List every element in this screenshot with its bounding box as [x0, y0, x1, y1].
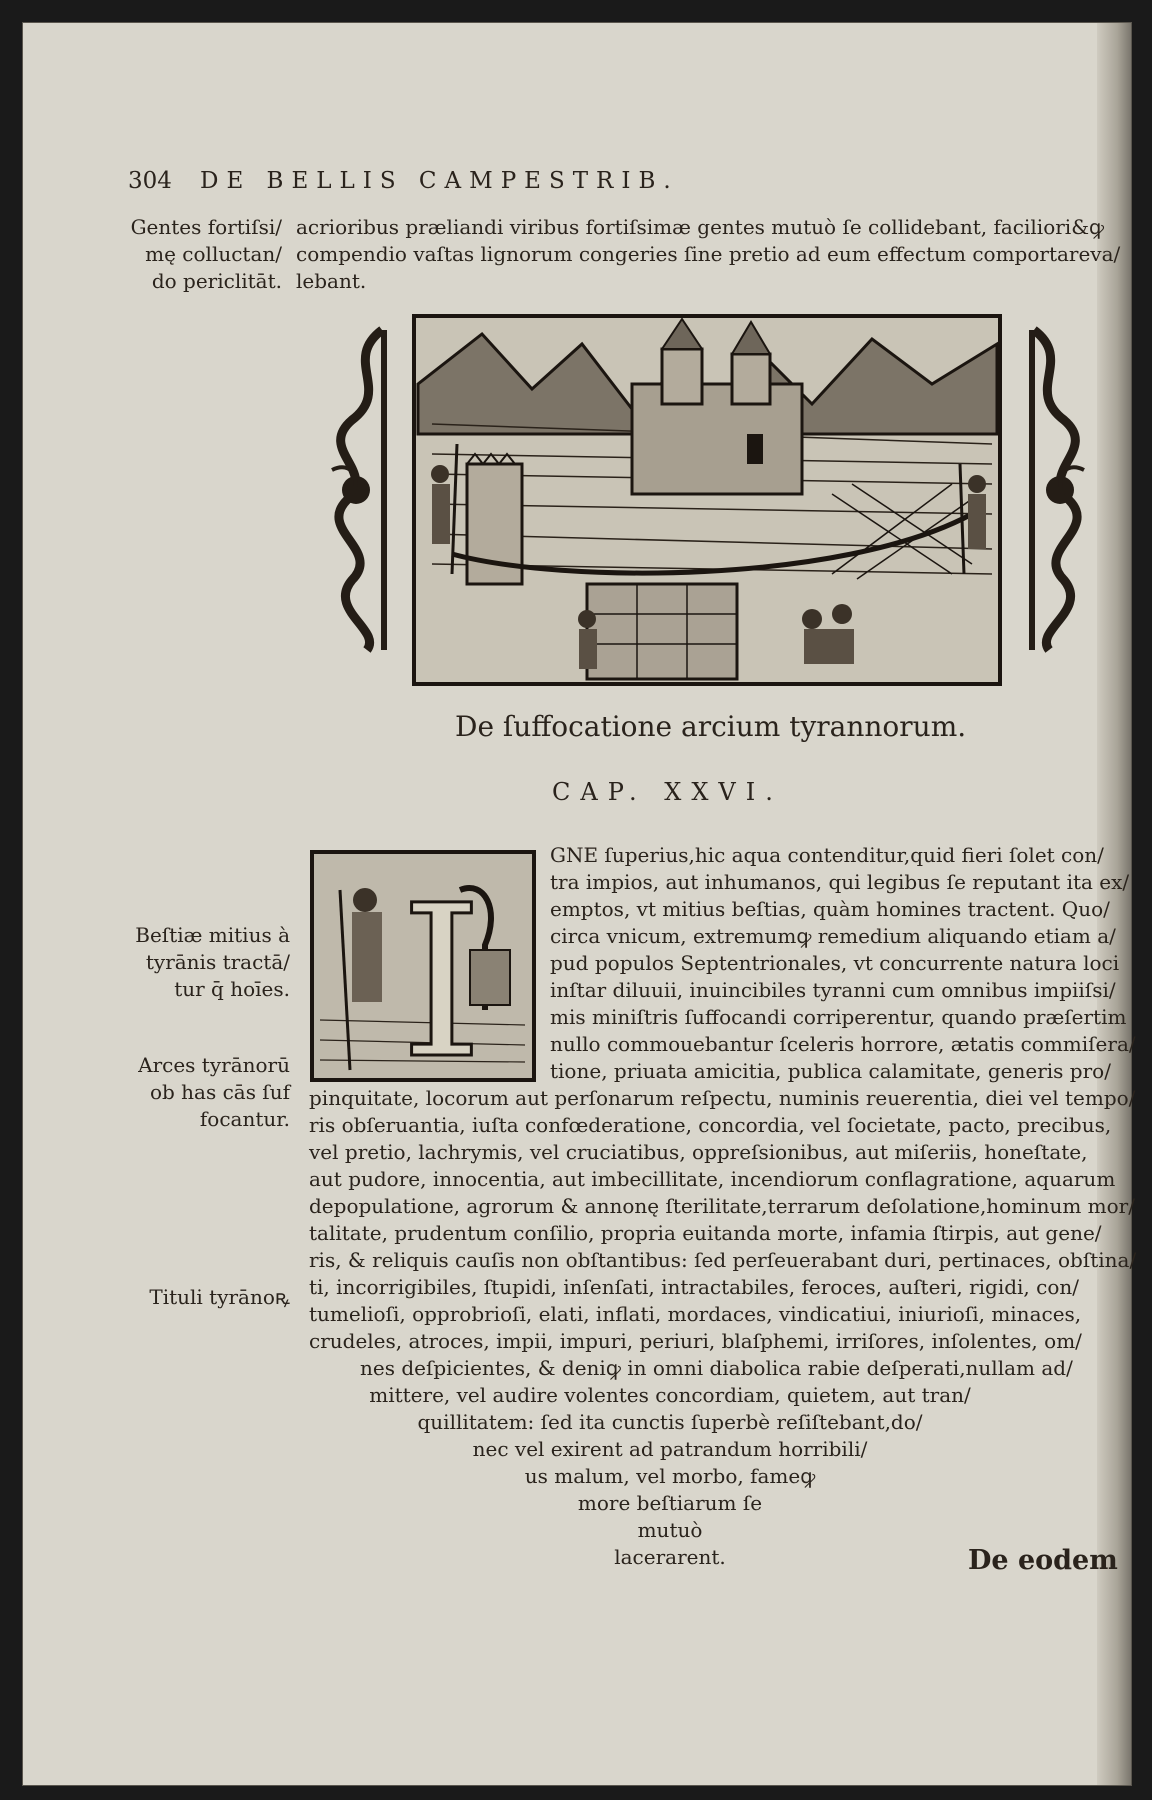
running-title: DE BELLIS CAMPESTRIB.	[200, 168, 679, 194]
body-line: tumelioſi, opprobrioſi, elati, inflati, mordaces, vindicatiui, iniurioſi, minaces,	[309, 1302, 1082, 1326]
caption: De ſuffocatione arcium tyrannorum.	[455, 710, 967, 743]
body-line: tione, priuata amicitia, publica calamitate, generis pro/	[550, 1059, 1111, 1083]
body-line: crudeles, atroces, impii, impuri, periuri, blaſphemi, irriſores, inſolentes, om/	[309, 1329, 1082, 1353]
body-line: lacerarent.	[614, 1545, 726, 1569]
body-line: ris, & reliquis cauſis non obſtantibus: ſed perſeuerabant duri, pertinaces, obſtina/	[309, 1248, 1137, 1272]
body-line: nec vel exirent ad patrandum horribili/	[472, 1437, 868, 1461]
page-number: 304	[128, 168, 172, 194]
castle-siege-woodcut	[412, 314, 1002, 686]
body-line: quillitatem: ſed ita cunctis ſuperbè reſiſtebant,do/	[417, 1410, 923, 1434]
catchword: De eodem	[968, 1545, 1118, 1576]
chapter-heading: CAP. XXVI.	[552, 778, 783, 806]
left-ornament	[322, 320, 404, 660]
body-line: circa vnicum, extremumꝙ remedium aliquando etiam a/	[550, 924, 1116, 948]
body-text-full	[309, 1085, 1136, 1355]
body-line: mittere, vel audire volentes concordiam, quietem, aut tran/	[369, 1383, 971, 1407]
body-line: nes deſpicientes, & deniꝙ in omni diabolica rabie deſperati,nullam ad/	[360, 1356, 1073, 1380]
body-line: nullo commouebantur ſceleris horrore, ætatis commiſera/	[550, 1032, 1136, 1056]
body-line: vel pretio, lachrymis, vel cruciatibus, oppreſsionibus, aut miſeriis, honeſtate,	[309, 1140, 1088, 1164]
margin-note-bestiae: Beſtiæ mitius à tyrānis tractā/ tur q̄ hoīes.	[135, 923, 290, 1001]
initial-woodcut	[310, 850, 536, 1082]
body-line: emptos, vt mitius beſtias, quàm homines tractent. Quo/	[550, 897, 1110, 921]
body-line: depopulatione, agrorum & annonę ſterilitate,terrarum deſolatione,hominum mor/	[309, 1194, 1135, 1218]
body-line: aut pudore, innocentia, aut imbecillitate, incendiorum conflagratione, aquarum	[309, 1167, 1116, 1191]
body-line: tra impios, aut inhumanos, qui legibus ſe reputant ita ex/	[550, 870, 1130, 894]
body-line: more beſtiarum ſe	[577, 1491, 763, 1515]
body-line: inſtar diluuii, inuincibiles tyranni cum omnibus impiiſsi/	[550, 978, 1116, 1002]
right-ornament	[1012, 320, 1094, 660]
margin-note-tituli: Tituli tyrānoꝶ	[149, 1285, 290, 1309]
body-line: mis miniſtris ſuffocandi corriperentur, quando præſertim	[550, 1005, 1127, 1029]
body-text-beside-initial	[550, 842, 1136, 1085]
body-line: mutuò	[637, 1518, 703, 1542]
body-line: pud populos Septentrionales, vt concurrente natura loci	[550, 951, 1120, 975]
margin-note-gentes: Gentes fortiſsi/ mę colluctan/ do periclitāt.	[130, 215, 282, 293]
top-paragraph: acrioribus præliandi viribus fortiſsimæ gentes mutuò ſe collidebant, faciliori&ꝙ compendio vaſtas lignorum congeries ſine pretio ad eum effectum comportareva/ lebant.	[296, 215, 1121, 293]
initial-letter: I	[400, 860, 483, 1082]
body-line: us malum, vel morbo, fameꝙ	[524, 1464, 816, 1488]
body-line: ris obſeruantia, iuſta confœderatione, concordia, vel ſocietate, pacto, precibus,	[309, 1113, 1112, 1137]
margin-note-arces: Arces tyrānorū ob has cās ſuf focantur.	[138, 1053, 290, 1131]
body-line: GNE ſuperius,hic aqua contenditur,quid fieri ſolet con/	[550, 843, 1104, 867]
body-line: pinquitate, locorum aut perſonarum reſpectu, numinis reuerentia, diei vel tempo/	[309, 1086, 1136, 1110]
decorated-initial	[310, 850, 536, 1082]
body-line: ti, incorrigibiles, ſtupidi, inſenſati, intractabiles, feroces, auſteri, rigidi, con/	[309, 1275, 1080, 1299]
body-line: talitate, prudentum conſilio, propria euitanda morte, infamia ſtirpis, aut gene/	[309, 1221, 1102, 1245]
